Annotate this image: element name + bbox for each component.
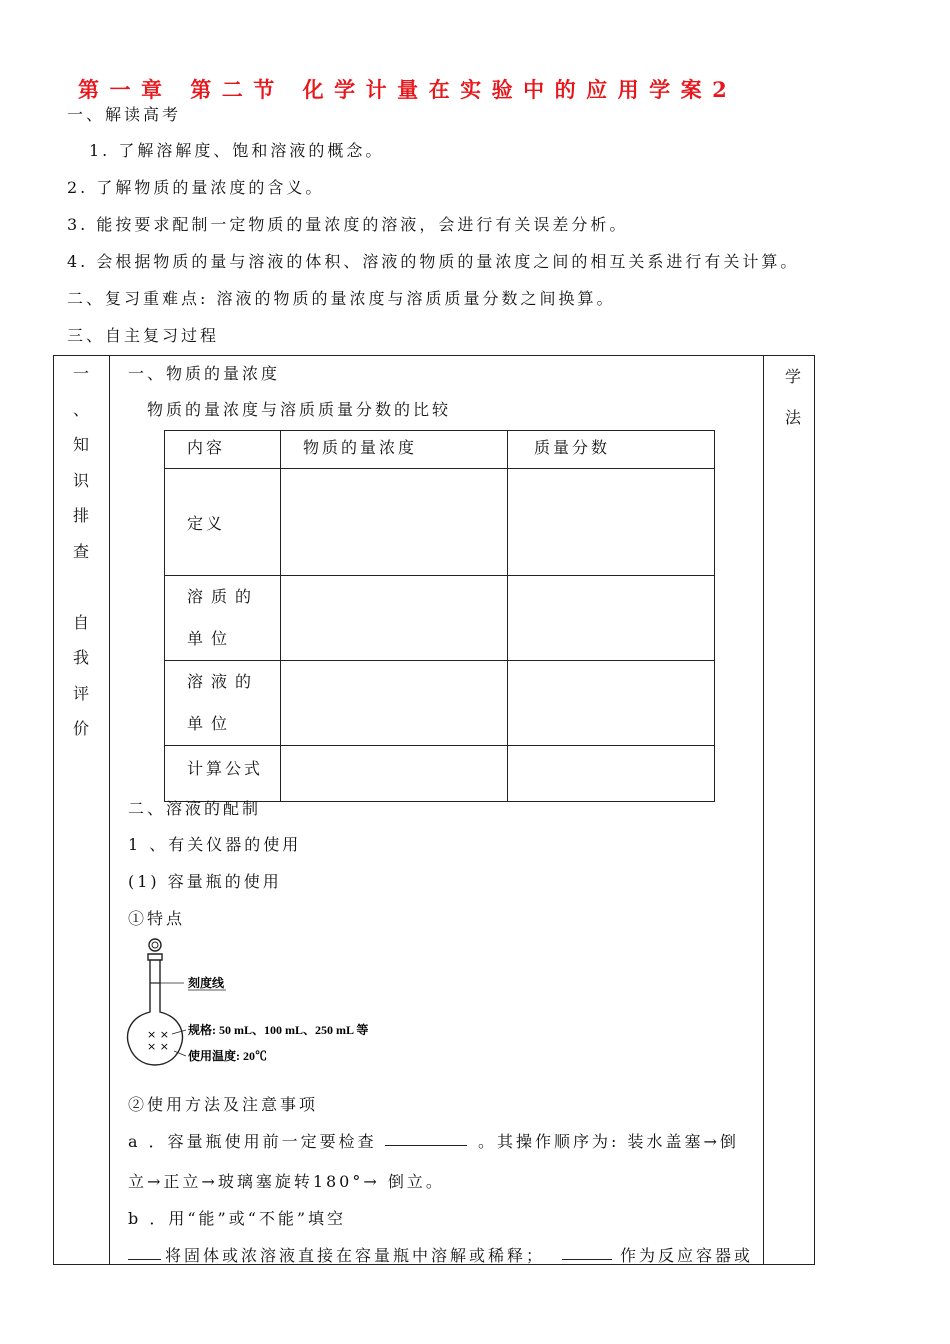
stopper bbox=[148, 954, 162, 960]
fill-blank-b1[interactable] bbox=[128, 1259, 161, 1260]
left-column-label: 一 、 知 识 排 查 自 我 评 价 bbox=[72, 364, 89, 738]
table-header-cell: 内容 bbox=[165, 431, 281, 469]
column-divider-left bbox=[109, 356, 110, 1264]
comparison-table bbox=[164, 430, 715, 802]
item-b-line1: b ．用“能”或“不能”填空 bbox=[128, 1209, 347, 1228]
svg-text:× ×: × × bbox=[147, 1040, 169, 1053]
item-a-line1-pre: a ．容量瓶使用前一定要检查 bbox=[128, 1132, 377, 1151]
heading-volumetric-flask: (1) 容量瓶的使用 bbox=[128, 872, 282, 891]
heading-features: ①特点 bbox=[128, 909, 186, 928]
table-header-cell: 质量分数 bbox=[508, 431, 715, 469]
fill-blank-a[interactable] bbox=[385, 1145, 467, 1146]
table-cell bbox=[281, 746, 508, 802]
compare-title: 物质的量浓度与溶质质量分数的比较 bbox=[147, 400, 452, 419]
table-row bbox=[165, 469, 715, 576]
table-row bbox=[165, 661, 715, 746]
table-cell bbox=[508, 661, 715, 746]
item-b-line2-b: 作为反应容器或 bbox=[620, 1246, 754, 1265]
page-title: 第一章 第二节 化学计量在实验中的应用学案2 bbox=[78, 77, 738, 102]
label-graduation-line: 刻度线 bbox=[188, 976, 225, 990]
table-cell bbox=[508, 746, 715, 802]
table-row-label: 计算公式 bbox=[165, 746, 281, 802]
stopper-knob bbox=[149, 939, 161, 951]
svg-text:× ×: × × bbox=[147, 1028, 169, 1041]
heading-molar-concentration: 一、物质的量浓度 bbox=[128, 364, 281, 383]
volumetric-flask-diagram bbox=[120, 937, 390, 1077]
goal-item-3: 3. 能按要求配制一定物质的量浓度的溶液，会进行有关误差分析。 bbox=[67, 215, 629, 234]
table-cell bbox=[508, 576, 715, 661]
item-a-line1-post: 。其操作顺序为: 装水盖塞→倒 bbox=[478, 1132, 739, 1151]
goal-item-4: 4. 会根据物质的量与溶液的体积、溶液的物质的量浓度之间的相互关系进行有关计算。 bbox=[67, 252, 800, 271]
table-row-label: 溶质的单位 bbox=[165, 576, 281, 661]
heading-instrument-use: 1 、有关仪器的使用 bbox=[128, 835, 302, 854]
table-row bbox=[165, 576, 715, 661]
table-row-label: 溶液的单位 bbox=[165, 661, 281, 746]
table-cell bbox=[281, 576, 508, 661]
goal-item-1: 1. 了解溶解度、饱和溶液的概念。 bbox=[89, 141, 385, 160]
fill-blank-b2[interactable] bbox=[562, 1259, 612, 1260]
goal-item-2: 2. 了解物质的量浓度的含义。 bbox=[67, 178, 325, 197]
heading-solution-preparation: 二、溶液的配制 bbox=[128, 799, 262, 818]
table-cell bbox=[281, 469, 508, 576]
section-heading-2: 二、复习重难点: 溶液的物质的量浓度与溶质质量分数之间换算。 bbox=[67, 289, 616, 308]
item-a-line2: 立→正立→玻璃塞旋转180°→ 倒立。 bbox=[128, 1172, 445, 1191]
item-b-line2-a: 将固体或浓溶液直接在容量瓶中溶解或稀释； bbox=[165, 1246, 546, 1265]
table-cell bbox=[281, 661, 508, 746]
column-divider-right bbox=[763, 356, 764, 1264]
table-header-row bbox=[165, 431, 715, 469]
table-header-cell: 物质的量浓度 bbox=[281, 431, 508, 469]
label-specification: 规格: 50 mL、100 mL、250 mL 等 bbox=[188, 1023, 369, 1037]
table-row bbox=[165, 746, 715, 802]
right-column-label: 学 法 bbox=[784, 367, 801, 427]
label-temperature: 使用温度: 20℃ bbox=[188, 1049, 267, 1063]
heading-usage-notes: ②使用方法及注意事项 bbox=[128, 1095, 319, 1114]
section-heading-3: 三、自主复习过程 bbox=[67, 326, 220, 345]
table-cell bbox=[508, 469, 715, 576]
section-heading-1: 一、解读高考 bbox=[67, 105, 182, 124]
table-row-label: 定义 bbox=[165, 469, 281, 576]
